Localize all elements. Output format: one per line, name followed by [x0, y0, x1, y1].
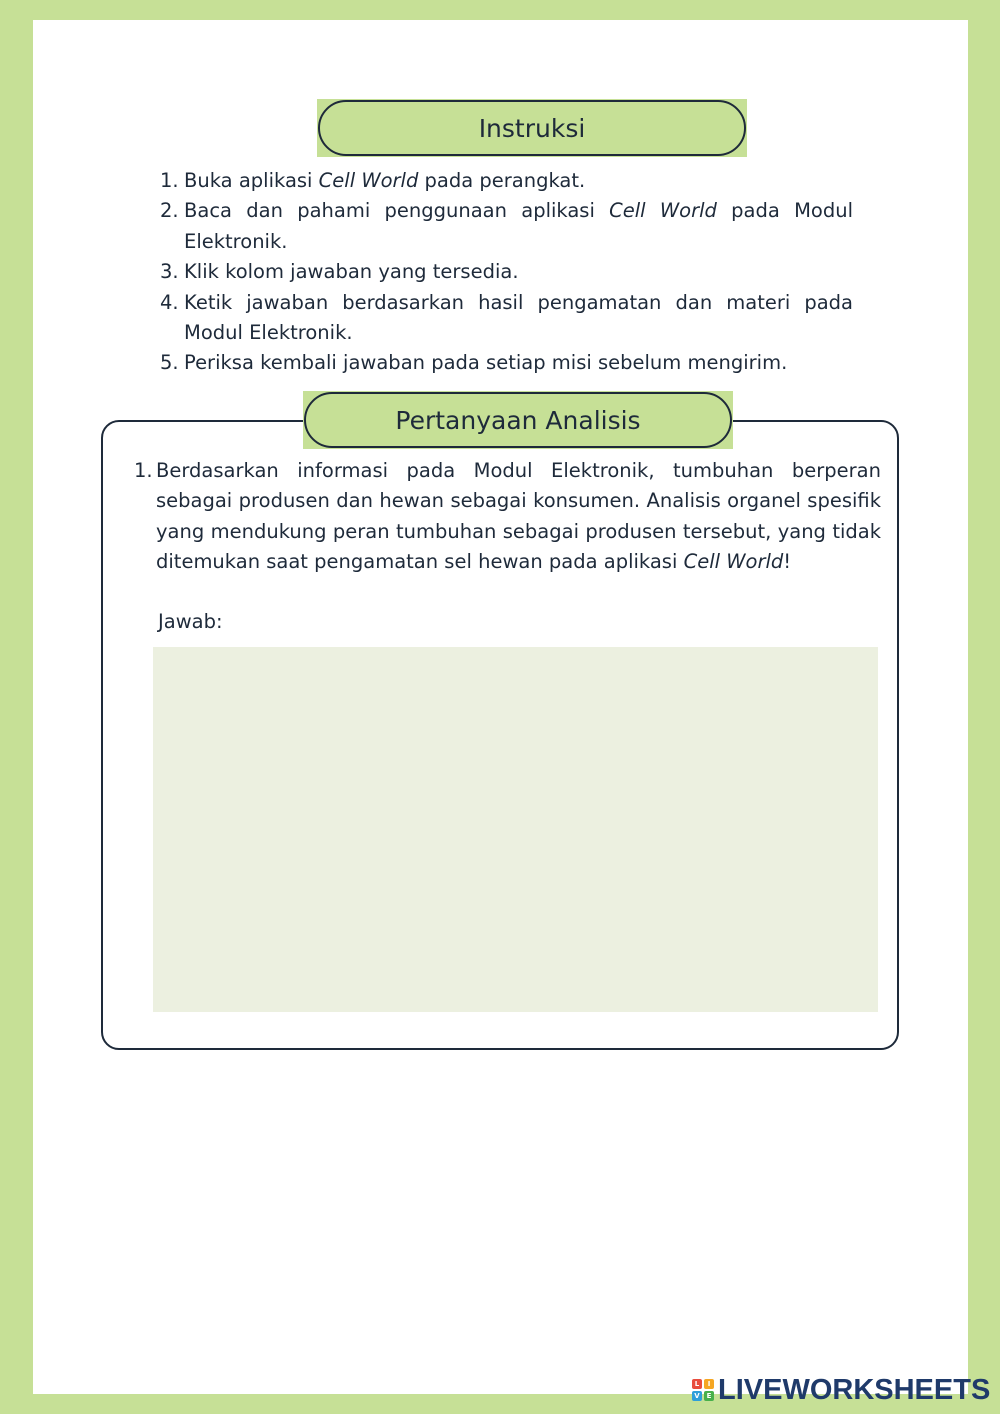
app-name: Cell World: [609, 199, 717, 223]
logo-tile: I: [704, 1379, 714, 1389]
app-name: Cell World: [683, 550, 784, 574]
liveworksheets-logo: [692, 1374, 990, 1406]
logo-tile: V: [692, 1391, 702, 1401]
instruction-item: 3. Klik kolom jawaban yang tersedia.: [160, 257, 853, 287]
liveworksheets-wordmark: LIVEWORKSHEETS: [718, 1373, 991, 1406]
analysis-header: [304, 392, 732, 448]
question-text: Berdasarkan informasi pada Modul Elektronik, tumbuhan berperan sebagai produsen dan hewan sebagai konsumen. Analisis organel spesifik yang mendukung peran tumbuhan sebagai produsen tersebut, yang tidak ditemukan saat pengamatan sel hewan pada aplikasi Cell World!: [156, 459, 881, 574]
instruction-number: 2.: [160, 199, 179, 223]
analysis-question: [134, 456, 881, 578]
instruction-number: 5.: [160, 351, 179, 375]
question-number: 1.: [134, 459, 153, 482]
instructions-title: Instruksi: [478, 113, 586, 143]
instruction-number: 3.: [160, 260, 179, 284]
answer-textarea[interactable]: [153, 647, 878, 1012]
logo-tile: E: [704, 1391, 714, 1401]
instruction-item: 5. Periksa kembali jawaban pada setiap misi sebelum mengirim.: [160, 348, 853, 378]
instruction-item: 2. Baca dan pahami penggunaan aplikasi Cell World pada Modul Elektronik.: [160, 196, 853, 257]
answer-label: Jawab:: [158, 610, 223, 633]
instruction-item: 1. Buka aplikasi Cell World pada perangkat.: [160, 166, 853, 196]
instruction-item: 4. Ketik jawaban berdasarkan hasil pengamatan dan materi pada Modul Elektronik.: [160, 288, 853, 349]
instructions-header: [318, 100, 746, 156]
logo-tile: L: [692, 1379, 702, 1389]
instruction-number: 1.: [160, 169, 179, 192]
analysis-title: Pertanyaan Analisis: [395, 405, 641, 435]
liveworksheets-icon: [692, 1379, 714, 1401]
instructions-list: [160, 166, 853, 379]
instruction-number: 4.: [160, 290, 179, 314]
app-name: Cell World: [318, 169, 419, 192]
